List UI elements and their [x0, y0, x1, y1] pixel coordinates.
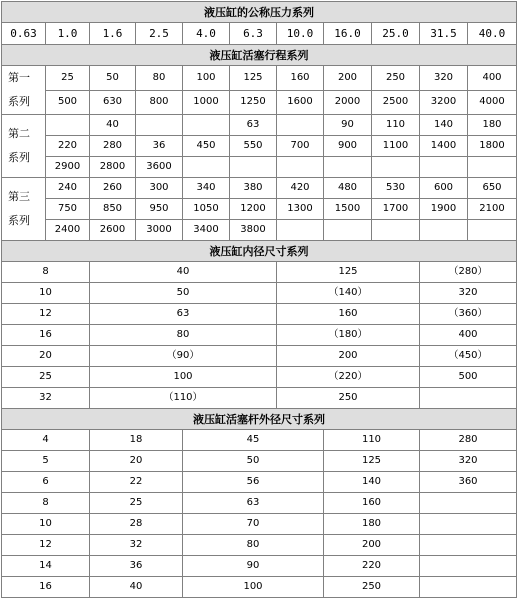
- bore-value-cell: 50: [90, 283, 277, 304]
- stroke-value-cell: 1000: [183, 90, 230, 115]
- stroke-value-cell: 90: [324, 115, 372, 136]
- rod-series-title: 液压缸活塞杆外径尺寸系列: [2, 409, 517, 430]
- bore-value-cell: 10: [2, 283, 90, 304]
- rod-value-cell: 22: [90, 472, 183, 493]
- stroke-value-cell: 420: [277, 178, 324, 199]
- rod-row: [2, 493, 517, 514]
- stroke-value-cell: 1500: [324, 199, 372, 220]
- rod-value-cell: 5: [2, 451, 90, 472]
- bore-value-cell: 500: [420, 367, 517, 388]
- pressure-value-cell: 1.6: [90, 23, 136, 45]
- stroke-value-cell: 700: [277, 136, 324, 157]
- pressure-value-cell: 4.0: [183, 23, 230, 45]
- stroke-value-cell: 340: [183, 178, 230, 199]
- stroke-value-cell: 530: [372, 178, 420, 199]
- bore-value-cell: （360）: [420, 304, 517, 325]
- stroke-value-cell: 1100: [372, 136, 420, 157]
- stroke-value-cell: 140: [420, 115, 468, 136]
- rod-value-cell: 80: [183, 535, 324, 556]
- rod-value-cell: 280: [420, 430, 517, 451]
- stroke-value-cell: 2900: [46, 157, 90, 178]
- rod-value-cell: 125: [324, 451, 420, 472]
- rod-row: [2, 472, 517, 493]
- stroke-value-cell: 2100: [468, 199, 517, 220]
- stroke-value-cell: 650: [468, 178, 517, 199]
- stroke-value-cell: 125: [230, 66, 277, 91]
- rod-value-cell: 63: [183, 493, 324, 514]
- series-label-line1: 第二: [8, 127, 30, 140]
- rod-value-cell: 100: [183, 577, 324, 598]
- stroke-value-cell: 2500: [372, 90, 420, 115]
- stroke-series3-label: [2, 178, 46, 241]
- stroke-value-cell: [324, 157, 372, 178]
- bore-value-cell: 250: [277, 388, 420, 409]
- stroke-value-cell: [420, 157, 468, 178]
- stroke-value-cell: 300: [136, 178, 183, 199]
- stroke-value-cell: 850: [90, 199, 136, 220]
- bore-value-cell: 16: [2, 325, 90, 346]
- stroke-value-cell: 100: [183, 66, 230, 91]
- rod-value-cell: 14: [2, 556, 90, 577]
- stroke-value-cell: 220: [46, 136, 90, 157]
- rod-value-cell: 12: [2, 535, 90, 556]
- stroke-series2-row: [2, 136, 517, 157]
- bore-value-cell: 160: [277, 304, 420, 325]
- rod-value-cell: [420, 556, 517, 577]
- cylinder-spec-sheet: [1, 1, 516, 606]
- rod-value-cell: 28: [90, 514, 183, 535]
- stroke-value-cell: 40: [90, 115, 136, 136]
- rod-row: [2, 451, 517, 472]
- stroke-value-cell: 80: [136, 66, 183, 91]
- pressure-value-cell: 10.0: [277, 23, 324, 45]
- pressure-value-cell: 25.0: [372, 23, 420, 45]
- rod-value-cell: 180: [324, 514, 420, 535]
- stroke-series-title: 液压缸活塞行程系列: [2, 45, 517, 66]
- stroke-value-cell: [277, 157, 324, 178]
- series-label-line1: 第一: [8, 71, 30, 84]
- rod-value-cell: 36: [90, 556, 183, 577]
- stroke-value-cell: 1050: [183, 199, 230, 220]
- rod-value-cell: 18: [90, 430, 183, 451]
- stroke-value-cell: 550: [230, 136, 277, 157]
- stroke-value-cell: 3600: [136, 157, 183, 178]
- stroke-value-cell: [136, 115, 183, 136]
- bore-value-cell: 12: [2, 304, 90, 325]
- pressure-value-cell: 31.5: [420, 23, 468, 45]
- rod-value-cell: 40: [90, 577, 183, 598]
- rod-value-cell: 220: [324, 556, 420, 577]
- stroke-value-cell: 2000: [324, 90, 372, 115]
- rod-value-cell: 250: [324, 577, 420, 598]
- bore-value-cell: 200: [277, 346, 420, 367]
- bore-value-cell: 63: [90, 304, 277, 325]
- bore-value-cell: 8: [2, 262, 90, 283]
- stroke-value-cell: 600: [420, 178, 468, 199]
- stroke-value-cell: 500: [46, 90, 90, 115]
- pressure-values-row: [2, 23, 517, 45]
- stroke-value-cell: 250: [372, 66, 420, 91]
- rod-value-cell: 25: [90, 493, 183, 514]
- bore-row: [2, 325, 517, 346]
- bore-value-cell: 125: [277, 262, 420, 283]
- bore-row: [2, 346, 517, 367]
- bore-value-cell: （220）: [277, 367, 420, 388]
- stroke-value-cell: 110: [372, 115, 420, 136]
- stroke-value-cell: [372, 220, 420, 241]
- stroke-value-cell: 1800: [468, 136, 517, 157]
- stroke-series3-row: [2, 220, 517, 241]
- rod-value-cell: 320: [420, 451, 517, 472]
- stroke-value-cell: 50: [90, 66, 136, 91]
- rod-value-cell: 8: [2, 493, 90, 514]
- bore-series-title: 液压缸内径尺寸系列: [2, 241, 517, 262]
- bore-value-cell: 320: [420, 283, 517, 304]
- stroke-value-cell: 260: [90, 178, 136, 199]
- bore-value-cell: （280）: [420, 262, 517, 283]
- stroke-value-cell: [46, 115, 90, 136]
- stroke-value-cell: 2400: [46, 220, 90, 241]
- bore-value-cell: （110）: [90, 388, 277, 409]
- stroke-series3-row: [2, 178, 517, 199]
- stroke-value-cell: 3000: [136, 220, 183, 241]
- rod-value-cell: 45: [183, 430, 324, 451]
- bore-value-cell: 32: [2, 388, 90, 409]
- stroke-series1-row: [2, 66, 517, 91]
- rod-value-cell: 6: [2, 472, 90, 493]
- stroke-value-cell: [468, 220, 517, 241]
- stroke-value-cell: 1200: [230, 199, 277, 220]
- bore-value-cell: 100: [90, 367, 277, 388]
- stroke-value-cell: [372, 157, 420, 178]
- rod-value-cell: 110: [324, 430, 420, 451]
- rod-value-cell: 200: [324, 535, 420, 556]
- rod-value-cell: 56: [183, 472, 324, 493]
- rod-row: [2, 577, 517, 598]
- stroke-value-cell: [420, 220, 468, 241]
- cylinder-spec-table: [1, 1, 517, 598]
- stroke-value-cell: 480: [324, 178, 372, 199]
- series-label-line2: 系列: [8, 151, 30, 164]
- stroke-value-cell: 240: [46, 178, 90, 199]
- stroke-value-cell: 950: [136, 199, 183, 220]
- pressure-value-cell: 16.0: [324, 23, 372, 45]
- series-label-line2: 系列: [8, 95, 30, 108]
- stroke-value-cell: [277, 220, 324, 241]
- rod-row: [2, 514, 517, 535]
- series-label-line2: 系列: [8, 214, 30, 227]
- stroke-value-cell: 3800: [230, 220, 277, 241]
- rod-value-cell: [420, 514, 517, 535]
- stroke-value-cell: [230, 157, 277, 178]
- stroke-value-cell: 2800: [90, 157, 136, 178]
- bore-value-cell: 40: [90, 262, 277, 283]
- pressure-value-cell: 2.5: [136, 23, 183, 45]
- bore-value-cell: （180）: [277, 325, 420, 346]
- rod-value-cell: 140: [324, 472, 420, 493]
- stroke-value-cell: 1300: [277, 199, 324, 220]
- stroke-value-cell: 63: [230, 115, 277, 136]
- pressure-value-cell: 40.0: [468, 23, 517, 45]
- bore-value-cell: （450）: [420, 346, 517, 367]
- stroke-value-cell: 3400: [183, 220, 230, 241]
- pressure-value-cell: 6.3: [230, 23, 277, 45]
- stroke-value-cell: [183, 157, 230, 178]
- bore-value-cell: [420, 388, 517, 409]
- stroke-value-cell: [324, 220, 372, 241]
- stroke-value-cell: 4000: [468, 90, 517, 115]
- rod-row: [2, 430, 517, 451]
- stroke-value-cell: 36: [136, 136, 183, 157]
- bore-row: [2, 304, 517, 325]
- stroke-value-cell: 1400: [420, 136, 468, 157]
- stroke-value-cell: 3200: [420, 90, 468, 115]
- rod-value-cell: [420, 535, 517, 556]
- stroke-value-cell: 1700: [372, 199, 420, 220]
- stroke-value-cell: 450: [183, 136, 230, 157]
- stroke-value-cell: 750: [46, 199, 90, 220]
- stroke-series1-row: [2, 90, 517, 115]
- bore-value-cell: 400: [420, 325, 517, 346]
- stroke-value-cell: 1900: [420, 199, 468, 220]
- stroke-series2-label: [2, 115, 46, 178]
- stroke-value-cell: 160: [277, 66, 324, 91]
- bore-value-cell: （90）: [90, 346, 277, 367]
- stroke-value-cell: 320: [420, 66, 468, 91]
- rod-value-cell: 90: [183, 556, 324, 577]
- rod-value-cell: [420, 493, 517, 514]
- bore-row: [2, 388, 517, 409]
- rod-value-cell: 4: [2, 430, 90, 451]
- bore-row: [2, 283, 517, 304]
- rod-row: [2, 556, 517, 577]
- stroke-value-cell: [468, 157, 517, 178]
- rod-value-cell: [420, 577, 517, 598]
- rod-value-cell: 16: [2, 577, 90, 598]
- stroke-value-cell: 400: [468, 66, 517, 91]
- stroke-series2-row: [2, 115, 517, 136]
- stroke-value-cell: 800: [136, 90, 183, 115]
- stroke-series3-row: [2, 199, 517, 220]
- pressure-value-cell: 0.63: [2, 23, 46, 45]
- stroke-series2-row: [2, 157, 517, 178]
- stroke-value-cell: 280: [90, 136, 136, 157]
- rod-value-cell: 70: [183, 514, 324, 535]
- pressure-series-title: 液压缸的公称压力系列: [2, 2, 517, 23]
- rod-value-cell: 360: [420, 472, 517, 493]
- rod-value-cell: 32: [90, 535, 183, 556]
- stroke-value-cell: 1250: [230, 90, 277, 115]
- rod-value-cell: 20: [90, 451, 183, 472]
- bore-value-cell: 25: [2, 367, 90, 388]
- bore-value-cell: （140）: [277, 283, 420, 304]
- bore-row: [2, 262, 517, 283]
- stroke-value-cell: 200: [324, 66, 372, 91]
- stroke-value-cell: 900: [324, 136, 372, 157]
- stroke-value-cell: 380: [230, 178, 277, 199]
- stroke-value-cell: [183, 115, 230, 136]
- stroke-value-cell: [277, 115, 324, 136]
- rod-value-cell: 10: [2, 514, 90, 535]
- series-label-line1: 第三: [8, 190, 30, 203]
- stroke-value-cell: 630: [90, 90, 136, 115]
- stroke-value-cell: 25: [46, 66, 90, 91]
- stroke-value-cell: 1600: [277, 90, 324, 115]
- bore-row: [2, 367, 517, 388]
- bore-value-cell: 20: [2, 346, 90, 367]
- bore-value-cell: 80: [90, 325, 277, 346]
- rod-value-cell: 160: [324, 493, 420, 514]
- rod-value-cell: 50: [183, 451, 324, 472]
- pressure-value-cell: 1.0: [46, 23, 90, 45]
- rod-row: [2, 535, 517, 556]
- stroke-series1-label: [2, 66, 46, 115]
- stroke-value-cell: 180: [468, 115, 517, 136]
- stroke-value-cell: 2600: [90, 220, 136, 241]
